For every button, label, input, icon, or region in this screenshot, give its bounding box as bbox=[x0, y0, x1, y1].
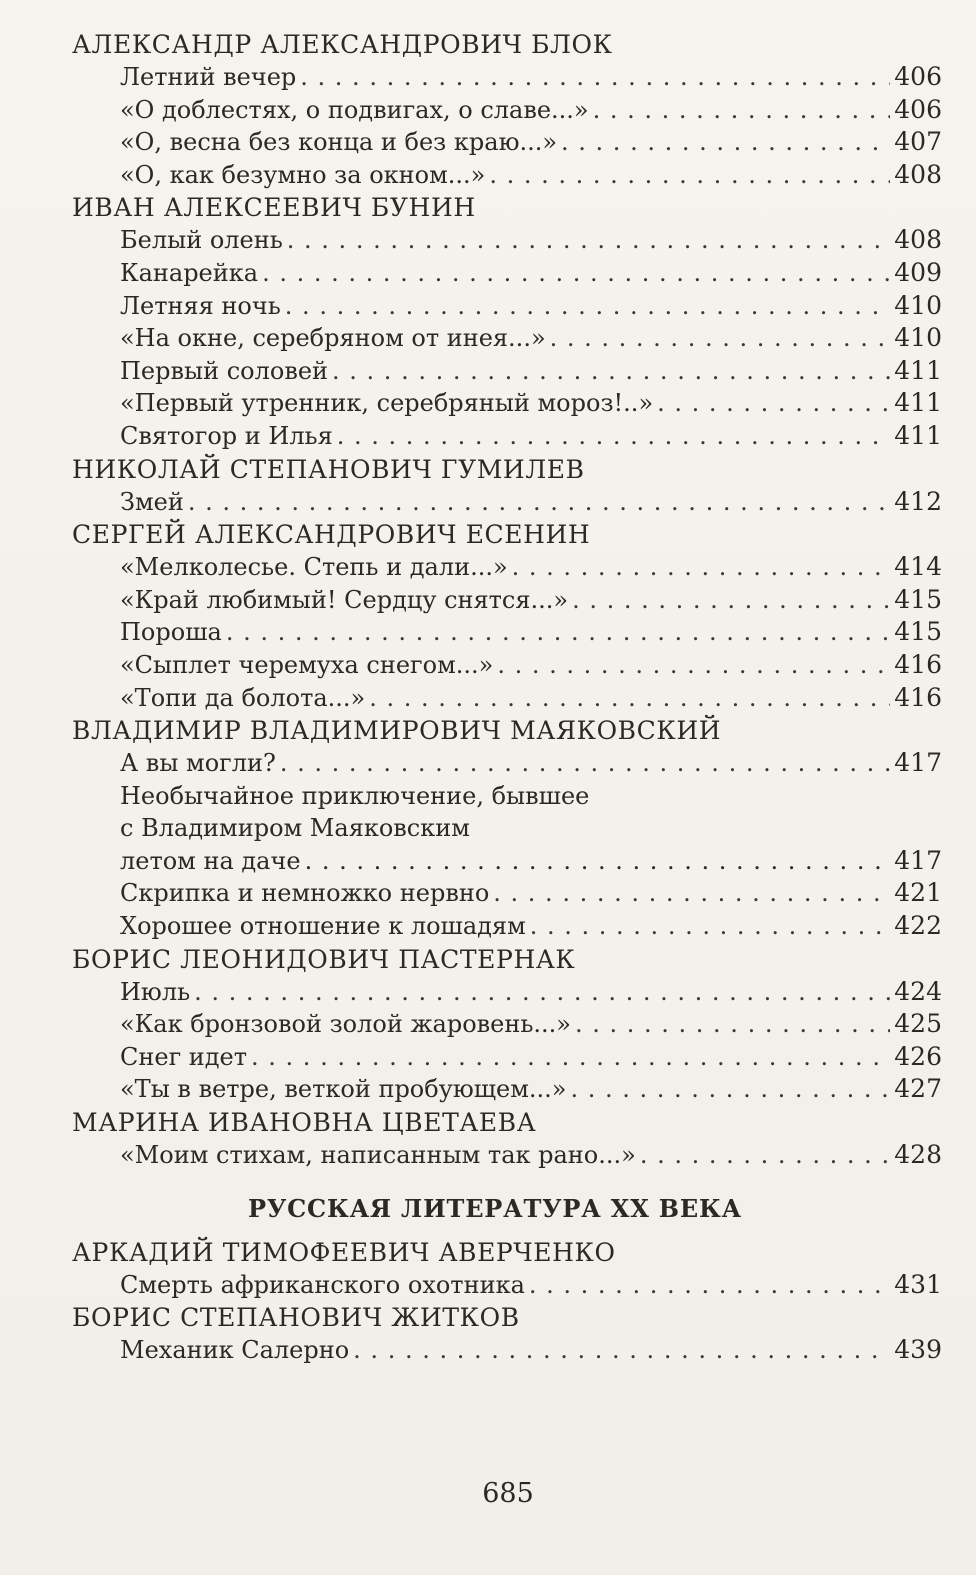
toc-entry bbox=[120, 877, 942, 910]
entry-title: Святогор и Илья bbox=[120, 421, 333, 450]
entry-page-number: 415 bbox=[894, 584, 942, 614]
toc-entry bbox=[120, 584, 942, 617]
toc-entry bbox=[120, 1269, 942, 1302]
toc-entry bbox=[120, 224, 942, 257]
author-name: БОРИС ЛЕОНИДОВИЧ ПАСТЕРНАК bbox=[72, 944, 576, 974]
entry-page-number: 431 bbox=[894, 1269, 942, 1299]
dot-leader bbox=[262, 257, 890, 290]
entry-title-line: летом на даче bbox=[120, 846, 301, 875]
entry-page-number: 410 bbox=[894, 290, 942, 320]
dot-leader bbox=[280, 747, 890, 780]
entry-title: Скрипка и немножко нервно bbox=[120, 879, 490, 908]
dot-leader bbox=[337, 420, 891, 453]
dot-leader bbox=[305, 845, 891, 878]
dot-leader bbox=[561, 126, 890, 159]
entry-title: «О, весна без конца и без краю...» bbox=[120, 128, 558, 157]
dot-leader bbox=[575, 1008, 890, 1041]
toc-entry bbox=[120, 551, 942, 584]
author-section bbox=[72, 714, 942, 943]
entry-page-number: 410 bbox=[894, 323, 942, 353]
entry-page-number: 417 bbox=[894, 748, 942, 778]
toc-entry bbox=[120, 61, 942, 94]
page-number: 685 bbox=[482, 1478, 534, 1509]
dot-leader bbox=[251, 1041, 890, 1074]
entry-title: А вы могли? bbox=[120, 749, 276, 778]
entry-title: «Ты в ветре, веткой пробующем...» bbox=[120, 1075, 567, 1104]
dot-leader bbox=[332, 355, 890, 388]
dot-leader bbox=[226, 616, 890, 649]
author-name: АЛЕКСАНДР АЛЕКСАНДРОВИЧ БЛОК bbox=[72, 30, 613, 59]
author-name: ИВАН АЛЕКСЕЕВИЧ БУНИН bbox=[72, 193, 476, 223]
entry-page-number: 407 bbox=[894, 127, 942, 157]
entry-title: «На окне, серебряном от инея...» bbox=[120, 324, 546, 353]
entry-title: Механик Салерно bbox=[120, 1336, 350, 1365]
entry-page-number: 408 bbox=[894, 159, 942, 189]
toc-entry bbox=[120, 616, 942, 649]
table-of-contents bbox=[72, 28, 942, 1172]
entry-title-line: с Владимиром Маяковским bbox=[120, 814, 470, 843]
entry-page-number: 411 bbox=[894, 420, 942, 450]
entry-title: Смерть африканского охотника bbox=[120, 1270, 525, 1299]
dot-leader bbox=[512, 551, 891, 584]
dot-leader bbox=[530, 910, 891, 943]
author-section bbox=[72, 191, 942, 452]
entry-page-number: 426 bbox=[894, 1041, 942, 1071]
dot-leader bbox=[657, 387, 890, 420]
author-name: СЕРГЕЙ АЛЕКСАНДРОВИЧ ЕСЕНИН bbox=[72, 520, 591, 550]
entry-title: «О доблестях, о подвигах, о славе...» bbox=[120, 95, 589, 124]
dot-leader bbox=[570, 1073, 890, 1106]
entry-page-number: 425 bbox=[894, 1009, 942, 1039]
toc-entry bbox=[120, 126, 942, 159]
dot-leader bbox=[353, 1334, 890, 1367]
dot-leader bbox=[640, 1139, 890, 1172]
entry-title: «О, как безумно за окном...» bbox=[120, 160, 486, 189]
toc-entry bbox=[120, 1041, 942, 1074]
toc-entry bbox=[120, 159, 942, 192]
dot-leader bbox=[285, 290, 890, 323]
author-name: МАРИНА ИВАНОВНА ЦВЕТАЕВА bbox=[72, 1108, 537, 1138]
entry-page-number: 422 bbox=[894, 911, 942, 941]
entry-title: Летняя ночь bbox=[120, 291, 281, 320]
toc-entry bbox=[120, 387, 942, 420]
toc-entry bbox=[120, 486, 942, 519]
entry-title: «Мелколесье. Степь и дали...» bbox=[120, 553, 508, 582]
entry-page-number: 411 bbox=[894, 355, 942, 385]
dot-leader bbox=[369, 682, 890, 715]
entry-page-number: 427 bbox=[894, 1074, 942, 1104]
entry-title: Пороша bbox=[120, 618, 222, 647]
entry-page-number: 416 bbox=[894, 649, 942, 679]
dot-leader bbox=[300, 61, 890, 94]
author-name: АРКАДИЙ ТИМОФЕЕВИЧ АВЕРЧЕНКО bbox=[72, 1237, 616, 1267]
entry-page-number: 424 bbox=[894, 976, 942, 1006]
dot-leader bbox=[194, 976, 890, 1009]
toc-entry bbox=[120, 420, 942, 453]
entry-page-number: 421 bbox=[894, 878, 942, 908]
entry-page-number: 408 bbox=[894, 225, 942, 255]
author-name: ВЛАДИМИР ВЛАДИМИРОВИЧ МАЯКОВСКИЙ bbox=[72, 716, 722, 746]
dot-leader bbox=[489, 159, 890, 192]
entry-page-number: 414 bbox=[894, 552, 942, 582]
author-name: БОРИС СТЕПАНОВИЧ ЖИТКОВ bbox=[72, 1303, 520, 1333]
entry-title: «Как бронзовой золой жаровень...» bbox=[120, 1010, 571, 1039]
entry-page-number: 406 bbox=[894, 94, 942, 124]
dot-leader bbox=[287, 224, 891, 257]
entry-title: «Топи да болота...» bbox=[120, 683, 366, 712]
author-section bbox=[72, 1236, 942, 1302]
author-section bbox=[72, 1301, 942, 1367]
entry-page-number: 415 bbox=[894, 617, 942, 647]
author-section bbox=[72, 943, 942, 1106]
toc-entry bbox=[120, 1008, 942, 1041]
entry-title-line: Необычайное приключение, бывшее bbox=[120, 781, 590, 810]
author-section bbox=[72, 453, 942, 519]
toc-entry bbox=[120, 322, 942, 355]
dot-leader bbox=[550, 322, 891, 355]
toc-entry bbox=[120, 1139, 942, 1172]
dot-leader bbox=[572, 584, 890, 617]
entry-title: Змей bbox=[120, 487, 184, 516]
entry-page-number: 412 bbox=[894, 486, 942, 516]
entry-title: Канарейка bbox=[120, 258, 259, 287]
dot-leader bbox=[497, 649, 890, 682]
entry-page-number: 416 bbox=[894, 682, 942, 712]
toc-entry bbox=[120, 355, 942, 388]
toc-entry bbox=[120, 910, 942, 943]
author-section bbox=[72, 518, 942, 714]
dot-leader bbox=[188, 486, 890, 519]
author-section bbox=[72, 1106, 942, 1172]
entry-title: Белый олень bbox=[120, 226, 283, 255]
entry-page-number: 417 bbox=[894, 845, 942, 875]
toc-entry bbox=[120, 747, 942, 780]
dot-leader bbox=[493, 877, 890, 910]
entry-page-number: 406 bbox=[894, 62, 942, 91]
dot-leader bbox=[529, 1269, 890, 1302]
table-of-contents-continued bbox=[72, 1236, 942, 1367]
toc-entry bbox=[120, 780, 942, 878]
entry-page-number: 411 bbox=[894, 388, 942, 418]
toc-entry bbox=[120, 1334, 942, 1367]
entry-page-number: 439 bbox=[894, 1335, 942, 1365]
entry-page-number: 428 bbox=[894, 1140, 942, 1170]
toc-entry bbox=[120, 649, 942, 682]
entry-title: «Край любимый! Сердцу снятся...» bbox=[120, 585, 569, 614]
toc-entry bbox=[120, 976, 942, 1009]
toc-entry bbox=[120, 1073, 942, 1106]
toc-entry bbox=[120, 682, 942, 715]
toc-entry bbox=[120, 257, 942, 290]
part-heading: РУССКАЯ ЛИТЕРАТУРА XX ВЕКА bbox=[248, 1193, 742, 1223]
entry-title: «Первый утренник, серебряный мороз!..» bbox=[120, 389, 654, 418]
author-section bbox=[72, 28, 942, 191]
dot-leader bbox=[593, 94, 891, 127]
author-name: НИКОЛАЙ СТЕПАНОВИЧ ГУМИЛЕВ bbox=[72, 454, 585, 484]
entry-page-number: 409 bbox=[894, 257, 942, 287]
entry-title: Хорошее отношение к лошадям bbox=[120, 912, 526, 941]
entry-title: Первый соловей bbox=[120, 356, 329, 385]
entry-title: «Сыплет черемуха снегом...» bbox=[120, 650, 494, 679]
toc-entry bbox=[120, 94, 942, 127]
entry-title: Снег идет bbox=[120, 1042, 248, 1071]
entry-title: Июль bbox=[120, 977, 191, 1006]
entry-title: Летний вечер bbox=[120, 63, 297, 91]
toc-entry bbox=[120, 290, 942, 323]
entry-title: «Моим стихам, написанным так рано...» bbox=[120, 1141, 636, 1170]
